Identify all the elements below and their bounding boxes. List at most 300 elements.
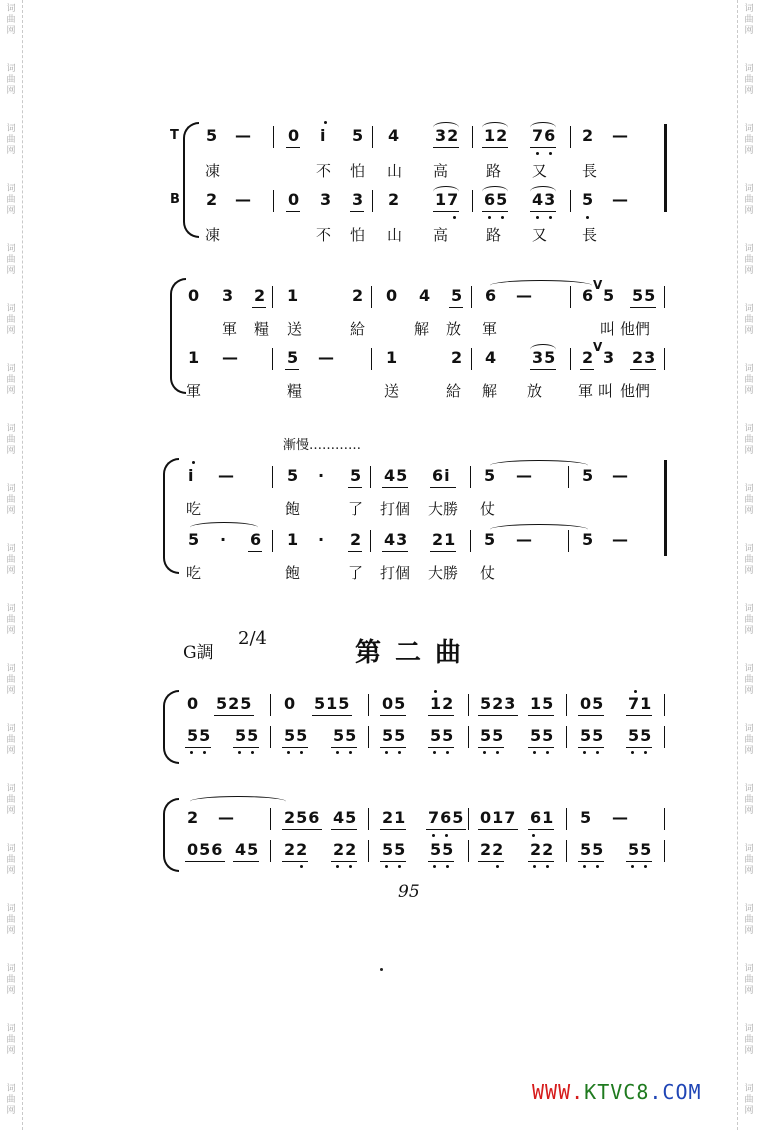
underline [185, 861, 225, 862]
underline [478, 829, 518, 830]
note: 5 [484, 530, 497, 549]
octave-dot [432, 834, 435, 837]
note: 55 [187, 726, 212, 745]
note: 5 [287, 348, 300, 367]
note: 4 [485, 348, 498, 367]
note: 32 [435, 126, 460, 145]
lyric-row-bass [0, 224, 760, 254]
key-signature: G調 [183, 643, 214, 663]
lyric: 高 [433, 162, 449, 180]
underline [282, 747, 308, 748]
slur [482, 122, 508, 133]
note: 2 [350, 530, 363, 549]
octave-dot [300, 865, 303, 868]
note: 2 [582, 348, 595, 367]
lyric: 又 [532, 162, 548, 180]
underline [426, 829, 466, 830]
staff-row-top [0, 466, 760, 496]
underline [530, 369, 556, 370]
lyric: 糧 [254, 320, 270, 338]
staff-row-tenor [0, 126, 760, 156]
lyric: 解 [482, 382, 498, 400]
underline [578, 861, 604, 862]
octave-dot [644, 865, 647, 868]
underline [348, 487, 362, 488]
note: 6 [485, 286, 498, 305]
note: — [218, 466, 235, 485]
barline [368, 840, 369, 862]
note: 5 [287, 466, 300, 485]
section-title: 第二曲 [355, 638, 476, 668]
underline [286, 147, 300, 148]
note: 05 [580, 694, 605, 713]
slur [433, 186, 459, 197]
underline [430, 487, 456, 488]
note: 22 [284, 840, 309, 859]
note: 1 [287, 286, 300, 305]
note: 2 [206, 190, 219, 209]
underline [282, 861, 308, 862]
watermark-glyph-group: 词 曲 网 [6, 784, 16, 816]
note: 017 [480, 808, 517, 827]
lyric: 路 [486, 162, 502, 180]
watermark-glyph-group: 词 曲 网 [6, 964, 16, 996]
underline [530, 147, 556, 148]
barline [566, 840, 567, 862]
note: 4 [388, 126, 401, 145]
octave-dot [533, 751, 536, 754]
watermark-glyph-group: 词 曲 网 [6, 64, 16, 96]
octave-dot [631, 751, 634, 754]
note: 55 [382, 726, 407, 745]
staff-row-bass [0, 190, 760, 220]
note: 2 [388, 190, 401, 209]
underline [478, 861, 504, 862]
note: — [235, 126, 252, 145]
octave-dot [536, 152, 539, 155]
barline [664, 840, 665, 862]
octave-dot [433, 751, 436, 754]
underline [185, 747, 211, 748]
note: — [612, 808, 629, 827]
lyric-row-top [0, 498, 760, 528]
lyric-row-bottom [0, 380, 760, 410]
site-url-part: WWW. [532, 1080, 585, 1104]
note: 0 [386, 286, 399, 305]
octave-dot [251, 751, 254, 754]
note: 2 [582, 126, 595, 145]
octave-dot [336, 751, 339, 754]
underline [528, 747, 554, 748]
barline [664, 348, 665, 370]
note: 45 [235, 840, 260, 859]
octave-dot [433, 865, 436, 868]
note: 056 [187, 840, 224, 859]
tie [490, 460, 588, 471]
staff-row-top [0, 808, 760, 838]
barline [368, 694, 369, 716]
watermark-glyph-group: 词 曲 网 [6, 844, 16, 876]
barline [472, 190, 473, 212]
note: 515 [314, 694, 351, 713]
tie [490, 524, 588, 535]
note: 523 [480, 694, 517, 713]
lyric: 了 [348, 564, 364, 582]
octave-dot [336, 865, 339, 868]
note: 3 [222, 286, 235, 305]
underline [348, 551, 362, 552]
underline [433, 211, 459, 212]
note: 22 [480, 840, 505, 859]
watermark-glyph-group: 词 曲 网 [744, 964, 754, 996]
barline [273, 126, 274, 148]
octave-dot [324, 121, 327, 124]
watermark-glyph-group: 词 曲 网 [744, 244, 754, 276]
lyric: 仗 [480, 564, 496, 582]
note: 21 [382, 808, 407, 827]
barline [468, 694, 469, 716]
underline [233, 861, 259, 862]
watermark-glyph-group: 词 曲 网 [744, 424, 754, 456]
note: — [318, 348, 335, 367]
octave-dot [583, 865, 586, 868]
site-url-watermark[interactable] [532, 1080, 702, 1104]
watermark-glyph-group: 词 曲 网 [6, 544, 16, 576]
barline [370, 530, 371, 552]
underline [528, 829, 554, 830]
underline [478, 747, 504, 748]
note: — [612, 126, 629, 145]
note: 55 [628, 726, 653, 745]
note: 0 [288, 190, 301, 209]
watermark-glyph-group: 词 曲 网 [744, 724, 754, 756]
octave-dot [349, 751, 352, 754]
barline [470, 466, 471, 488]
watermark-glyph-group: 词 曲 网 [744, 364, 754, 396]
watermark-glyph-group: 词 曲 网 [744, 904, 754, 936]
lyric: 打個 [380, 564, 411, 582]
note: 0 [188, 286, 201, 305]
octave-dot [644, 751, 647, 754]
lyric: 凍 [205, 226, 221, 244]
site-url-part: KTVC8 [584, 1080, 650, 1104]
octave-dot [546, 865, 549, 868]
note: — [612, 530, 629, 549]
octave-dot [631, 865, 634, 868]
lyric: 仗 [480, 500, 496, 518]
note: 3 [352, 190, 365, 209]
note: 21 [432, 530, 457, 549]
note: 23 [632, 348, 657, 367]
note: — [516, 530, 533, 549]
lyric: 了 [348, 500, 364, 518]
octave-dot [532, 834, 535, 837]
slur [482, 186, 508, 197]
octave-dot [203, 751, 206, 754]
staff-row-bottom [0, 726, 760, 756]
octave-dot [549, 216, 552, 219]
lyric-row-top [0, 318, 760, 348]
lyric: 大勝 [428, 500, 459, 518]
lyric: 他們 [620, 320, 651, 338]
note: 22 [333, 840, 358, 859]
barline [272, 348, 273, 370]
lyric: 不 [316, 226, 332, 244]
watermark-glyph-group: 词 曲 网 [6, 1084, 16, 1116]
site-url-part: .COM [649, 1080, 702, 1104]
note: 2 [352, 286, 365, 305]
note: 55 [580, 726, 605, 745]
watermark-glyph-group: 词 曲 网 [744, 1084, 754, 1116]
barline [272, 286, 273, 308]
underline [380, 747, 406, 748]
watermark-glyph-group: 词 曲 网 [6, 364, 16, 396]
note: — [235, 190, 252, 209]
octave-dot [385, 865, 388, 868]
note: 76 [532, 126, 557, 145]
barline [272, 466, 273, 488]
note: 2 [451, 348, 464, 367]
tie [190, 796, 286, 807]
lyric: 解 [414, 320, 430, 338]
note: 5 [206, 126, 219, 145]
underline [428, 861, 454, 862]
underline [350, 211, 364, 212]
note: 5 [484, 466, 497, 485]
barline [664, 726, 665, 748]
watermark-glyph-group: 词 曲 网 [744, 124, 754, 156]
underline [248, 551, 262, 552]
note: 1 [188, 348, 201, 367]
underline [282, 829, 322, 830]
lyric: 送 [287, 320, 303, 338]
underline [380, 829, 406, 830]
underline [528, 715, 554, 716]
note: 55 [480, 726, 505, 745]
octave-dot [453, 216, 456, 219]
lyric: 怕 [350, 162, 366, 180]
watermark-glyph-group: 词 曲 网 [6, 184, 16, 216]
note: 525 [216, 694, 253, 713]
note: · [318, 466, 326, 485]
note: 5 [580, 808, 593, 827]
part-label-b: B [170, 192, 180, 207]
watermark-glyph-group: 词 曲 网 [6, 1024, 16, 1056]
octave-dot [483, 751, 486, 754]
note: 5 [603, 286, 616, 305]
underline [382, 551, 408, 552]
note: i [320, 126, 327, 145]
octave-dot [536, 216, 539, 219]
barline [566, 808, 567, 830]
underline [382, 487, 408, 488]
underline [331, 861, 357, 862]
underline [578, 747, 604, 748]
underline [482, 147, 508, 148]
note: 2 [254, 286, 267, 305]
octave-dot [488, 216, 491, 219]
note: — [222, 348, 239, 367]
note: — [612, 190, 629, 209]
lyric: 山 [387, 226, 403, 244]
section-heading [0, 628, 760, 672]
note: 15 [530, 694, 555, 713]
staff-row-bottom [0, 530, 760, 560]
lyric: 放 [446, 320, 462, 338]
note: 22 [530, 840, 555, 859]
lyric: 給 [446, 382, 462, 400]
barline [372, 190, 373, 212]
octave-dot [349, 865, 352, 868]
note: 45 [333, 808, 358, 827]
barline [270, 694, 271, 716]
lyric: 糧 [287, 382, 303, 400]
note: — [516, 286, 533, 305]
barline [368, 808, 369, 830]
watermark-glyph-group: 词 曲 网 [744, 304, 754, 336]
note: 256 [284, 808, 321, 827]
note: 6i [432, 466, 451, 485]
watermark-glyph-group: 词 曲 网 [744, 4, 754, 36]
time-signature: 2/4 [238, 628, 267, 649]
lyric: 他們 [620, 382, 651, 400]
note: 71 [628, 694, 653, 713]
breath-mark: V [593, 278, 604, 292]
octave-dot [190, 751, 193, 754]
note: 55 [382, 840, 407, 859]
lyric: 怕 [350, 226, 366, 244]
lyric: 叫 [600, 320, 616, 338]
slur [433, 122, 459, 133]
underline [233, 747, 259, 748]
staff-row-bottom [0, 840, 760, 870]
underline [630, 307, 656, 308]
lyric: 軍 [578, 382, 594, 400]
octave-dot [238, 751, 241, 754]
breath-mark: V [593, 340, 604, 354]
watermark-glyph-group: 词 曲 网 [6, 424, 16, 456]
lyric: 飽 [285, 564, 301, 582]
octave-dot [634, 690, 637, 693]
note: — [516, 466, 533, 485]
underline [478, 715, 518, 716]
watermark-glyph-group: 词 曲 网 [6, 244, 16, 276]
octave-dot [596, 751, 599, 754]
note: 5 [582, 190, 595, 209]
barline [370, 466, 371, 488]
watermark-glyph-group: 词 曲 网 [6, 484, 16, 516]
note: 5 [350, 466, 363, 485]
note: i [188, 466, 195, 485]
barline [368, 726, 369, 748]
note: 5 [188, 530, 201, 549]
note: 5 [582, 466, 595, 485]
note: 2 [187, 808, 200, 827]
note: · [220, 530, 228, 549]
barline [372, 126, 373, 148]
barline [272, 530, 273, 552]
slur [530, 122, 556, 133]
watermark-glyph-group: 词 曲 网 [6, 904, 16, 936]
note: 3 [320, 190, 333, 209]
barline [468, 840, 469, 862]
lyric: 大勝 [428, 564, 459, 582]
octave-dot [496, 751, 499, 754]
octave-dot [496, 865, 499, 868]
underline [528, 861, 554, 862]
underline [433, 147, 459, 148]
underline [285, 369, 299, 370]
barline [273, 190, 274, 212]
barline [371, 348, 372, 370]
underline [626, 747, 652, 748]
watermark-glyph-group: 词 曲 网 [744, 604, 754, 636]
note: 55 [333, 726, 358, 745]
underline [331, 747, 357, 748]
lyric: 叫 [598, 382, 614, 400]
octave-dot [434, 690, 437, 693]
octave-dot [501, 216, 504, 219]
underline [428, 747, 454, 748]
note: 765 [428, 808, 465, 827]
note: 55 [628, 840, 653, 859]
tempo-marking: 漸慢………… [283, 438, 362, 453]
octave-dot [596, 865, 599, 868]
underline [578, 715, 604, 716]
slur [530, 186, 556, 197]
octave-dot [546, 751, 549, 754]
underline [630, 369, 656, 370]
octave-dot [300, 751, 303, 754]
lyric: 放 [527, 382, 543, 400]
watermark-glyph-group: 词 曲 网 [6, 124, 16, 156]
note: 17 [435, 190, 460, 209]
note: 6 [250, 530, 263, 549]
barline [471, 286, 472, 308]
part-label-t: T [170, 128, 179, 143]
octave-dot [446, 751, 449, 754]
lyric: 吃 [186, 564, 202, 582]
lyric: 給 [350, 320, 366, 338]
octave-dot [398, 865, 401, 868]
note: 55 [632, 286, 657, 305]
staff-row-top [0, 278, 760, 316]
note: 4 [419, 286, 432, 305]
staff-row-top [0, 694, 760, 724]
watermark-glyph-group: 词 曲 网 [6, 664, 16, 696]
note: 05 [382, 694, 407, 713]
barline [566, 726, 567, 748]
note: 5 [352, 126, 365, 145]
lyric-row-bottom [0, 562, 760, 592]
lyric: 軍 [222, 320, 238, 338]
lyric: 高 [433, 226, 449, 244]
barline [570, 126, 571, 148]
octave-dot [385, 751, 388, 754]
underline [580, 369, 594, 370]
barline [371, 286, 372, 308]
octave-dot [586, 216, 589, 219]
lyric: 不 [316, 162, 332, 180]
underline [286, 211, 300, 212]
octave-dot [533, 865, 536, 868]
watermark-glyph-group: 词 曲 网 [744, 184, 754, 216]
note: 45 [384, 466, 409, 485]
watermark-glyph-group: 词 曲 网 [744, 544, 754, 576]
slur [530, 344, 556, 355]
note: 65 [484, 190, 509, 209]
lyric: 軍 [186, 382, 202, 400]
